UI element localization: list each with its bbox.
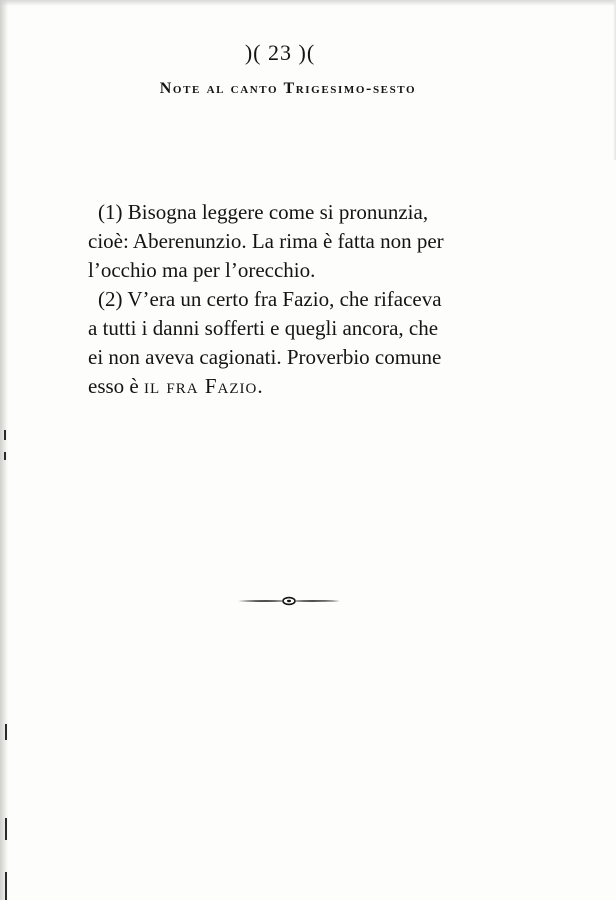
text-line: ei non aveva cagionati. Proverbio comune: [88, 345, 442, 369]
text-line: (2) V’era un certo fra Fazio, che rifaceva: [98, 287, 442, 311]
text-line: a tutti i danni sofferti e quegli ancora, che: [88, 316, 439, 340]
scan-edge-top: [0, 0, 616, 6]
scan-edge-left: [0, 0, 8, 900]
text-line: l’occhio ma per l’orecchio.: [88, 258, 316, 282]
page-number: )( 23 )(: [244, 40, 316, 65]
text-line: [88, 372, 508, 401]
text-fragment: .: [257, 374, 263, 398]
text-fragment: esso è: [88, 374, 144, 398]
text-line: (1) Bisogna leggere come si pronunzia,: [98, 200, 429, 224]
chapter-heading: Note al canto Trigesimo-sesto: [159, 80, 417, 97]
scan-mark: [4, 430, 6, 440]
notes-body: [88, 198, 508, 401]
scan-mark: [5, 724, 7, 740]
scan-mark: [4, 452, 6, 460]
footnote-1: [88, 198, 508, 285]
small-caps-phrase: il fra Fazio: [144, 374, 258, 398]
scan-mark: [5, 818, 7, 840]
scan-mark: [5, 872, 7, 900]
footnote-2: [88, 285, 508, 401]
ornament-rule-icon: [238, 592, 340, 610]
text-line: cioè: Aberenunzio. La rima è fatta non per: [88, 229, 444, 253]
